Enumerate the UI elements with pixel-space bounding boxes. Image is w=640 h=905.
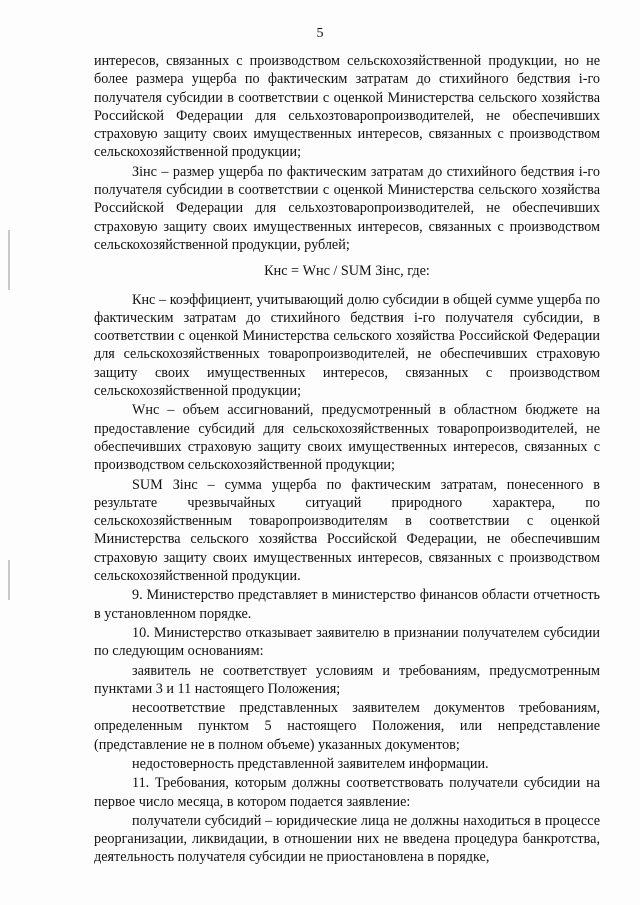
page-number: 5	[316, 26, 324, 41]
paragraph-ground-1: заявитель не соответствует условиям и требованиям, предусмотренным пунктами 3 и 11 настоящего Положения;	[94, 662, 600, 697]
paragraph-item-11: 11. Требования, которым должны соответствовать получатели субсидии на первое число месяца, в котором подается заявление:	[94, 775, 600, 810]
paragraph-ground-2: несоответствие представленных заявителем документов требованиям, определенным пунктом 5 настоящего Положения, или непредставление (представление не в полном объеме) указанных документов;	[94, 700, 600, 753]
paragraph-definition-zins: Зiнс – размер ущерба по фактическим затратам до стихийного бедствия i-го получателя субсидии в соответствии с оценкой Министерства сельского хозяйства Российской Федерации для сельхозтоваропроизводителей, не обеспечивших страховую защиту своих имущественных интересов, связанных с производством сельскохозяйственной продукции, рублей;	[94, 163, 600, 253]
paragraph-definition-sum: SUM Зiнс – сумма ущерба по фактическим затратам, понесенного в результате чрезвычайных ситуаций природного характера, по сельскохозяйственным товаропроизводителям в соответствии с оценкой Министерства сельского хозяйства Российской Федерации, не обеспечившим страховую защиту своих имущественных интересов, связанных с производством сельскохозяйственной продукции.	[94, 476, 600, 585]
paragraph-item-9: 9. Министерство представляет в министерство финансов области отчетность в установленном порядке.	[94, 587, 600, 622]
paragraph-ground-3: недостоверность представленной заявителем информации.	[132, 755, 489, 772]
paragraph-item-10: 10. Министерство отказывает заявителю в признании получателем субсидии по следующим основаниям:	[94, 624, 600, 660]
scan-edge-mark	[8, 560, 10, 600]
formula-kns: Кнс = Wнс / SUM Зiнс, где:	[264, 263, 430, 280]
paragraph-continuation: интересов, связанных с производством сельскохозяйственной продукции, но не более размера ущерба по фактическим затратам до стихийного бедствия i-го получателя субсидии в соответствии с оценкой Министерства сельского хозяйства Российской Федерации для сельхозтоваропроизводителей, не обеспечивших страховую защиту своих имущественных интересов, связанных с производством сельскохозяйственной продукции;	[94, 53, 600, 161]
paragraph-definition-wns: Wнс – объем ассигнований, предусмотренный в областном бюджете на предоставление субсидий для сельскохозяйственных товаропроизводителей, не обеспечивших страховую защиту своих имущественных интересов, связанных с производством сельскохозяйственной продукции;	[94, 402, 600, 474]
document-body	[94, 52, 600, 868]
paragraph-definition-kns: Кнс – коэффициент, учитывающий долю субсидии в общей сумме ущерба по фактическим затратам до стихийного бедствия i-го получателя субсидии, в соответствии с оценкой Министерства сельского хозяйства Российской Федерации для сельскохозяйственных товаропроизводителей, не обеспечивших страховую защиту своих имущественных интересов, связанных с производством сельскохозяйственной продукции;	[94, 291, 600, 400]
scan-edge-mark	[8, 230, 10, 290]
paragraph-requirement-1: получатели субсидий – юридические лица не должны находиться в процессе реорганизации, ликвидации, в отношении них не введена процедура банкротства, деятельность получателя субсидии не приостановлена в порядке,	[94, 812, 600, 866]
